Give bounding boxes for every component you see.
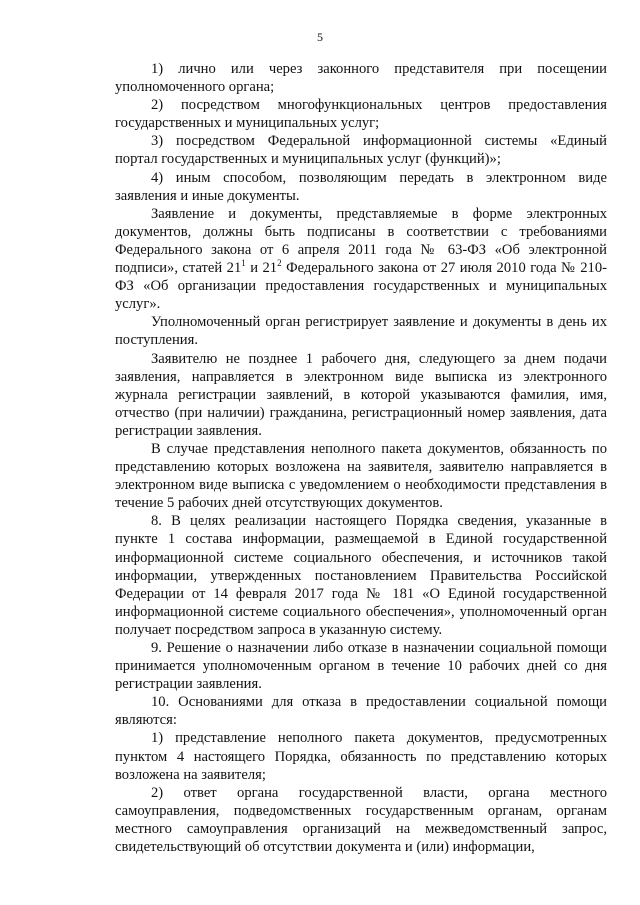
paragraph-registration: Уполномоченный орган регистрирует заявление и документы в день их поступления. [115,314,607,349]
superscript-1: 1 [241,258,246,269]
list-item-in-person: 1) лично или через законного представителя при посещении уполномоченного органа; [115,61,607,96]
paragraph-8: 8. В целях реализации настоящего Порядка сведения, указанные в пункте 1 состава информации, размещаемой в Единой государственной информационной системе социального обеспечения, и источников такой информации, утвержденных постановлением Правительства Российской Федерации от 14 февраля 2017 года № 181 «О Единой государственной информационной системе социального обеспечения», уполномоченный орган получает посредством запроса в указанную систему. [115,513,607,638]
paragraph-electronic-signature [115,205,607,314]
signature-text-part-1: Заявление и документы, представляемые в форме электронных документов, должны быть подписаны в соответствии с требованиями Федерального закона от 6 апреля 2011 года № 63-ФЗ «Об электронной подписи», статей 21 [115,205,607,277]
signature-text-part-2: и 21 [245,260,278,277]
list-item-gosuslugi: 3) посредством Федеральной информационной системы «Единый портал государственных и муниципальных услуг (функций)»; [115,133,607,168]
paragraph-incomplete-package: В случае представления неполного пакета документов, обязанность по представлению которых возложена на заявителя, заявителю направляется в электронном виде выписка с уведомлением о необходимости представления в течение 5 рабочих дней отсутствующих документов. [115,440,607,512]
list-item-other-method: 4) иным способом, позволяющим передать в электронном виде заявления и иные документы. [115,169,607,204]
paragraph-extract: Заявителю не позднее 1 рабочего дня, следующего за днем подачи заявления, направляется в электронном виде выписка из электронного журнала регистрации заявлений, в которой указываются фамилия, имя, отчество (при наличии) гражданина, регистрационный номер заявления, дата регистрации заявления. [115,350,607,439]
paragraph-10: 10. Основаниями для отказа в предоставлении социальной помощи являются: [115,694,607,729]
list-item-response: 2) ответ органа государственной власти, органа местного самоуправления, подведомственных государственным органам, органам местного самоуправления организаций на межведомственный запрос, свидетельствующий об отсутствии документа и (или) информации, [115,784,607,856]
list-item-mfc: 2) посредством многофункциональных центров предоставления государственных и муниципальных услуг; [115,97,607,132]
superscript-2: 2 [277,258,282,269]
paragraph-9: 9. Решение о назначении либо отказе в назначении социальной помощи принимается уполномоченным органом в течение 10 рабочих дней со дня регистрации заявления. [115,640,607,693]
list-item-incomplete: 1) представление неполного пакета документов, предусмотренных пунктом 4 настоящего Порядка, обязанность по представлению которых возложена на заявителя; [115,730,607,783]
page-number: 5 [317,30,323,44]
signature-text-part-3: Федерального закона от 27 июля 2010 года № 210-ФЗ «Об организации предоставления государственных и муниципальных услуг». [115,260,608,313]
document-body [115,60,607,856]
